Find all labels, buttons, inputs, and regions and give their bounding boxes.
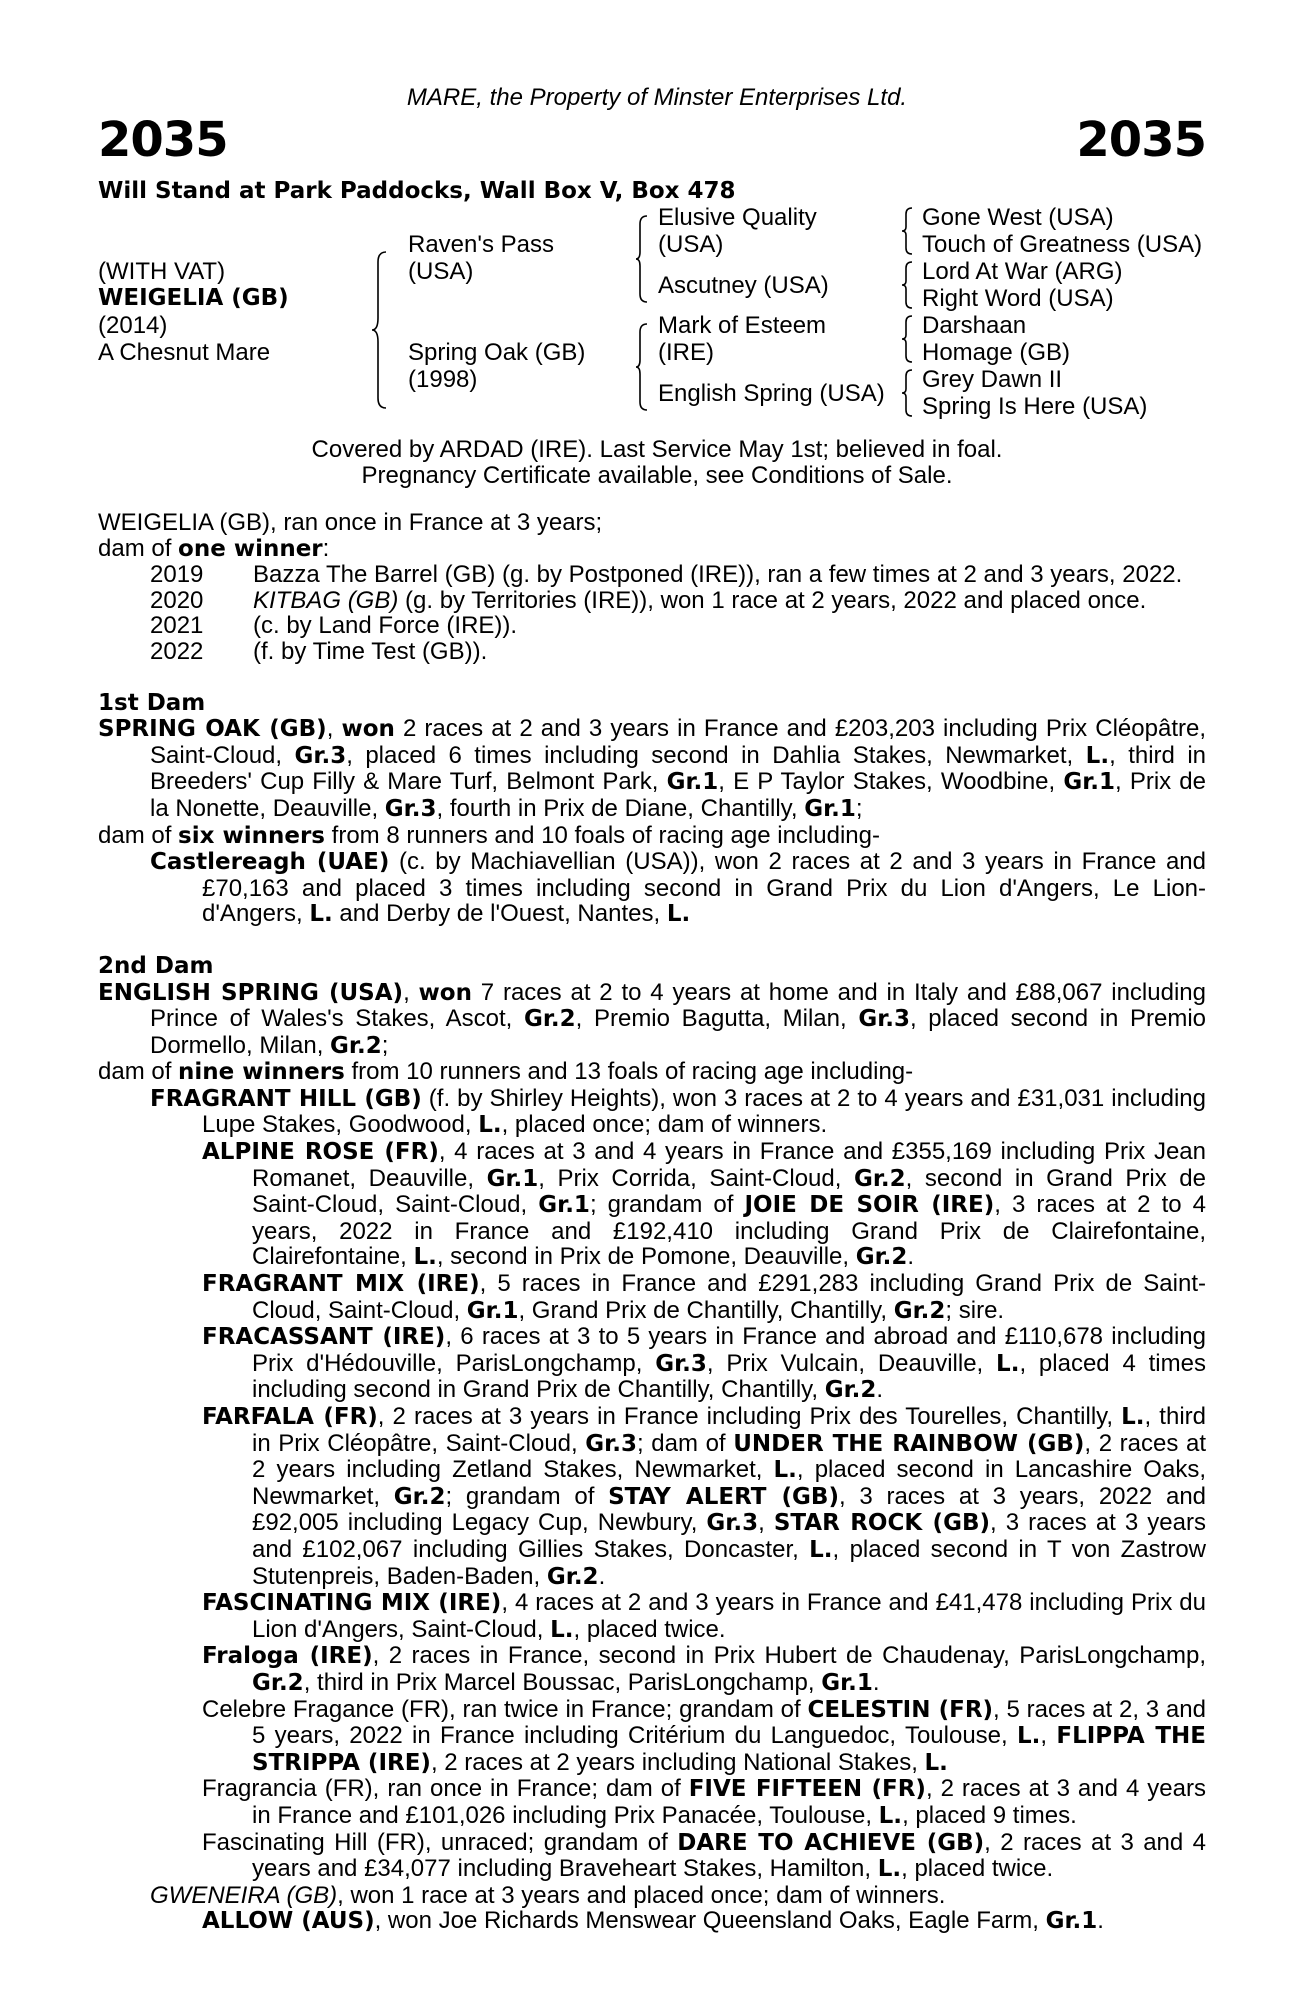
- brace-g4: [900, 368, 914, 418]
- second-dam-heading: 2nd Dam: [98, 952, 214, 979]
- mare-intro: WEIGELIA (GB), ran once in France at 3 years;: [98, 509, 603, 536]
- second-dam-produce: dam of nine winners from 10 runners and 13 foals of racing age including-: [98, 1058, 914, 1086]
- produce-celebre-fragance: Celebre Fragance (FR), ran twice in France; grandam of CELESTIN (FR), 5 races at 2, 3 and 5 years, 2022 in France including Critérium du Languedoc, Toulouse, L., FLIPPA THE STRIPPA (IRE), 2 races at 2 years including National Stakes, L.: [202, 1695, 1206, 1776]
- produce-fracassant: FRACASSANT (IRE), 6 races at 3 to 5 years in France and abroad and £110,678 including Prix d'Hédouville, ParisLongchamp, Gr.3, Prix Vulcain, Deauville, L., placed 4 times including second in Grand Prix de Chantilly, Chantilly, Gr.2.: [202, 1323, 1207, 1404]
- first-dam-heading: 1st Dam: [98, 689, 206, 716]
- mare-dam-of: dam of one winner:: [98, 534, 330, 562]
- second-dam-record: ENGLISH SPRING (USA), won 7 races at 2 to 4 years at home and in Italy and £88,067 including Prince of Wales's Stakes, Ascot, Gr.2, Premio Bagutta, Milan, Gr.3, placed second in Premio Dormello, Milan, Gr.2;: [98, 978, 1207, 1059]
- brace-sire-parents: [634, 214, 650, 304]
- produce-gweneira: GWENEIRA (GB), won 1 race at 3 years and placed once; dam of winners.: [150, 1881, 946, 1909]
- produce-fragrant-mix: FRAGRANT MIX (IRE), 5 races in France and £291,283 including Grand Prix de Saint-Cloud, Saint-Cloud, Gr.1, Grand Prix de Chantilly, Chantilly, Gr.2; sire.: [202, 1270, 1206, 1324]
- sire-dam: Ascutney (USA): [658, 272, 829, 299]
- brace-sire-dam: [370, 250, 390, 410]
- first-dam-record: SPRING OAK (GB), won 2 races at 2 and 3 years in France and £203,203 including Prix Cléopâtre, Saint-Cloud, Gr.3, placed 6 times including second in Dahlia Stakes, Newmarket, L., third in Breeders' Cup Filly & Mare Turf, Belmont Park, Gr.1, E P Taylor Stakes, Woodbine, Gr.1, Prix de la Nonette, Deauville, Gr.3, fourth in Prix de Diane, Chantilly, Gr.1;: [98, 715, 1207, 822]
- dam-line2: (1998): [408, 366, 478, 393]
- lot-number-left: 2035: [98, 112, 228, 168]
- vat-note: (WITH VAT): [98, 258, 226, 285]
- vendor-line: MARE, the Property of Minster Enterprises Ltd.: [406, 84, 908, 111]
- sire-sire-line2: (USA): [658, 231, 724, 258]
- grandsire-7: Grey Dawn II: [922, 366, 1063, 393]
- covered-note: Covered by ARDAD (IRE). Last Service May 1st; believed in foal.: [311, 436, 1003, 463]
- pregnancy-note: Pregnancy Certificate available, see Conditions of Sale.: [361, 462, 953, 489]
- lot-number-right: 2035: [1076, 112, 1206, 168]
- produce-row: 2022 (f. by Time Test (GB)).: [150, 637, 488, 665]
- lot-name: WEIGELIA (GB): [98, 285, 289, 311]
- dam-sire-line2: (IRE): [658, 339, 714, 366]
- grandsire-5: Darshaan: [922, 312, 1027, 339]
- dam-sire-line1: Mark of Esteem: [658, 312, 827, 339]
- grandsire-8: Spring Is Here (USA): [922, 393, 1148, 420]
- produce-allow: ALLOW (AUS), won Joe Richards Menswear Queensland Oaks, Eagle Farm, Gr.1.: [202, 1907, 1104, 1935]
- produce-farfala: FARFALA (FR), 2 races at 3 years in France including Prix des Tourelles, Chantilly, L., third in Prix Cléopâtre, Saint-Cloud, Gr.3; dam of UNDER THE RAINBOW (GB), 2 races at 2 years including Zetland Stakes, Newmarket, L., placed second in Lancashire Oaks, Newmarket, Gr.2; grandam of STAY ALERT (GB), 3 races at 3 years, 2022 and £92,005 including Legacy Cup, Newbury, Gr.3, STAR ROCK (GB), 3 races at 3 years and £102,067 including Gillies Stakes, Doncaster, L., placed second in T von Zastrow Stutenpreis, Baden-Baden, Gr.2.: [202, 1403, 1207, 1590]
- brace-g2: [900, 260, 914, 310]
- lot-description: A Chesnut Mare: [98, 339, 271, 366]
- sire-sire-line1: Elusive Quality: [658, 204, 817, 231]
- brace-g3: [900, 314, 914, 364]
- sire-line2: (USA): [408, 258, 474, 285]
- produce-alpine-rose: ALPINE ROSE (FR), 4 races at 3 and 4 years in France and £355,169 including Prix Jean Romanet, Deauville, Gr.1, Prix Corrida, Saint-Cloud, Gr.2, second in Grand Prix de Saint-Cloud, Saint-Cloud, Gr.1; grandam of JOIE DE SOIR (IRE), 3 races at 2 to 4 years, 2022 in France and £192,410 including Grand Prix de Clairefontaine, Clairefontaine, L., second in Prix de Pomone, Deauville, Gr.2.: [202, 1138, 1206, 1271]
- sire-line1: Raven's Pass: [408, 231, 554, 258]
- produce-row: 2020 KITBAG (GB) (g. by Territories (IRE)), won 1 race at 2 years, 2022 and placed once.: [150, 586, 1147, 614]
- brace-dam-parents: [634, 322, 650, 412]
- first-dam-produce: dam of six winners from 8 runners and 10 foals of racing age including-: [98, 821, 880, 849]
- lot-year: (2014): [98, 312, 168, 339]
- produce-row: 2021 (c. by Land Force (IRE)).: [150, 612, 518, 640]
- dam-dam: English Spring (USA): [658, 380, 885, 407]
- stabling-location: Will Stand at Park Paddocks, Wall Box V, Box 478: [98, 178, 736, 204]
- produce-fragrancia: Fragrancia (FR), ran once in France; dam of FIVE FIFTEEN (FR), 2 races at 3 and 4 years in France and £101,026 including Prix Panacée, Toulouse, L., placed 9 times.: [202, 1775, 1206, 1829]
- grandsire-2: Touch of Greatness (USA): [922, 231, 1203, 258]
- grandsire-4: Right Word (USA): [922, 285, 1114, 312]
- catalogue-body: [98, 510, 1206, 1935]
- grandsire-1: Gone West (USA): [922, 204, 1114, 231]
- produce-castlereagh: Castlereagh (UAE) (c. by Machiavellian (USA)), won 2 races at 2 and 3 years in France and £70,163 and placed 3 times including second in Grand Prix du Lion d'Angers, Le Lion-d'Angers, L. and Derby de l'Ouest, Nantes, L.: [150, 848, 1206, 928]
- produce-fragrant-hill: FRAGRANT HILL (GB) (f. by Shirley Heights), won 3 races at 2 to 4 years and £31,031 including Lupe Stakes, Goodwood, L., placed once; dam of winners.: [150, 1084, 1206, 1139]
- produce-fascinating-mix: FASCINATING MIX (IRE), 4 races at 2 and 3 years in France and £41,478 including Prix du Lion d'Angers, Saint-Cloud, L., placed twice.: [202, 1589, 1206, 1643]
- produce-fraloga: Fraloga (IRE), 2 races in France, second in Prix Hubert de Chaudenay, ParisLongchamp, Gr.2, third in Prix Marcel Boussac, ParisLongchamp, Gr.1.: [202, 1642, 1206, 1696]
- produce-row: 2019 Bazza The Barrel (GB) (g. by Postponed (IRE)), ran a few times at 2 and 3 years, 2022.: [150, 561, 1183, 589]
- grandsire-3: Lord At War (ARG): [922, 258, 1123, 285]
- grandsire-6: Homage (GB): [922, 339, 1071, 366]
- dam-line1: Spring Oak (GB): [408, 339, 586, 366]
- brace-g1: [900, 206, 914, 256]
- produce-fascinating-hill: Fascinating Hill (FR), unraced; grandam of DARE TO ACHIEVE (GB), 2 races at 3 and 4 years and £34,077 including Braveheart Stakes, Hamilton, L., placed twice.: [202, 1828, 1206, 1883]
